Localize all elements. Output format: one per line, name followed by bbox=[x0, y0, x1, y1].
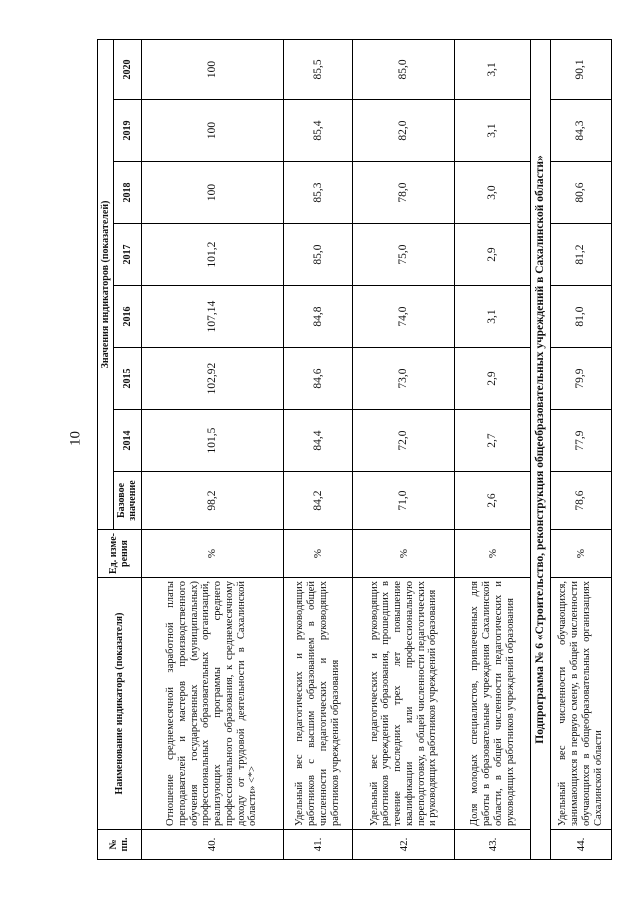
year-value: 3,1 bbox=[455, 100, 531, 162]
base-value: 84,2 bbox=[283, 472, 353, 530]
indicator-name: Удельный вес численности обучающихся, занимающихся в первую смену, в общей численности обучающихся в общеобразовательных организациях Сахалинской области bbox=[550, 578, 612, 830]
year-value: 81,0 bbox=[550, 286, 612, 348]
year-value: 2,9 bbox=[455, 224, 531, 286]
unit-cell: % bbox=[283, 530, 353, 578]
header-name: Наименование индикатора (показателя) bbox=[98, 578, 142, 830]
base-value: 2,6 bbox=[455, 472, 531, 530]
year-value: 85,4 bbox=[283, 100, 353, 162]
header-year: 2014 bbox=[114, 410, 141, 472]
table-row bbox=[283, 39, 353, 859]
header-num: № пп. bbox=[98, 830, 142, 860]
row-number: 42. bbox=[353, 830, 455, 860]
year-value: 84,8 bbox=[283, 286, 353, 348]
table-row bbox=[141, 39, 283, 859]
year-value: 79,9 bbox=[550, 348, 612, 410]
year-value: 84,3 bbox=[550, 100, 612, 162]
header-base: Базовое значение bbox=[114, 472, 141, 530]
year-value: 80,6 bbox=[550, 162, 612, 224]
unit-cell: % bbox=[550, 530, 612, 578]
year-value: 100 bbox=[141, 100, 283, 162]
year-value: 3,1 bbox=[455, 39, 531, 99]
year-value: 2,9 bbox=[455, 348, 531, 410]
header-year: 2017 bbox=[114, 224, 141, 286]
year-value: 101,2 bbox=[141, 224, 283, 286]
year-value: 102,92 bbox=[141, 348, 283, 410]
header-unit: Ед. изме-рения bbox=[98, 530, 142, 578]
year-value: 101,5 bbox=[141, 410, 283, 472]
year-value: 81,2 bbox=[550, 224, 612, 286]
header-year: 2018 bbox=[114, 162, 141, 224]
table-row bbox=[353, 39, 455, 859]
year-value: 74,0 bbox=[353, 286, 455, 348]
indicators-table bbox=[97, 39, 612, 860]
base-value: 98,2 bbox=[141, 472, 283, 530]
table-row bbox=[455, 39, 531, 859]
base-value: 78,6 bbox=[550, 472, 612, 530]
base-value: 71,0 bbox=[353, 472, 455, 530]
year-value: 2,7 bbox=[455, 410, 531, 472]
year-value: 84,4 bbox=[283, 410, 353, 472]
unit-cell: % bbox=[353, 530, 455, 578]
header-year: 2020 bbox=[114, 39, 141, 99]
header-year: 2016 bbox=[114, 286, 141, 348]
row-number: 41. bbox=[283, 830, 353, 860]
unit-cell: % bbox=[141, 530, 283, 578]
year-value: 75,0 bbox=[353, 224, 455, 286]
subprogram-title: Подпрограмма № 6 «Строительство, реконструкция общеобразовательных учреждений в Сахалинской области» bbox=[531, 39, 550, 859]
indicator-name: Доля молодых специалистов, привлеченных для работы в образовательные учреждения Сахалинской области, в общей численности педагогических и руководящих работников учреждений образования bbox=[455, 578, 531, 830]
indicator-name: Удельный вес педагогических и руководящих работников учреждений образования, прошедших в течение последних трех лет повышение квалификации или профессиональную переподготовку, в общей численности педагогических и руководящих работников учреждений образования bbox=[353, 578, 455, 830]
year-value: 85,0 bbox=[283, 224, 353, 286]
year-value: 3,0 bbox=[455, 162, 531, 224]
row-number: 44. bbox=[550, 830, 612, 860]
page-number: 10 bbox=[67, 431, 84, 446]
header-year: 2019 bbox=[114, 100, 141, 162]
year-value: 85,3 bbox=[283, 162, 353, 224]
row-number: 40. bbox=[141, 830, 283, 860]
year-value: 72,0 bbox=[353, 410, 455, 472]
rotated-table-container bbox=[97, 40, 612, 860]
header-values-group: Значения индикаторов (показателей) bbox=[98, 39, 114, 529]
year-value: 73,0 bbox=[353, 348, 455, 410]
row-number: 43. bbox=[455, 830, 531, 860]
header-row-top bbox=[98, 39, 114, 859]
year-value: 85,5 bbox=[283, 39, 353, 99]
year-value: 107,14 bbox=[141, 286, 283, 348]
year-value: 90,1 bbox=[550, 39, 612, 99]
year-value: 82,0 bbox=[353, 100, 455, 162]
indicator-name: Отношение среднемесячной заработной платы преподавателей и мастеров производственного обучения государственных (муниципальных) профессиональных образовательных организаций, реализующих программы среднего профессионального образования, к среднемесячному доходу от трудовой деятельности в Сахалинской области» <*> bbox=[141, 578, 283, 830]
year-value: 100 bbox=[141, 162, 283, 224]
header-year: 2015 bbox=[114, 348, 141, 410]
year-value: 84,6 bbox=[283, 348, 353, 410]
indicator-name: Удельный вес педагогических и руководящих работников с высшим образованием в общей численности педагогических и руководящих работников учреждений образования bbox=[283, 578, 353, 830]
subprogram-row bbox=[531, 39, 550, 859]
year-value: 77,9 bbox=[550, 410, 612, 472]
year-value: 85,0 bbox=[353, 39, 455, 99]
year-value: 100 bbox=[141, 39, 283, 99]
year-value: 3,1 bbox=[455, 286, 531, 348]
year-value: 78,0 bbox=[353, 162, 455, 224]
table-row bbox=[550, 39, 612, 859]
unit-cell: % bbox=[455, 530, 531, 578]
